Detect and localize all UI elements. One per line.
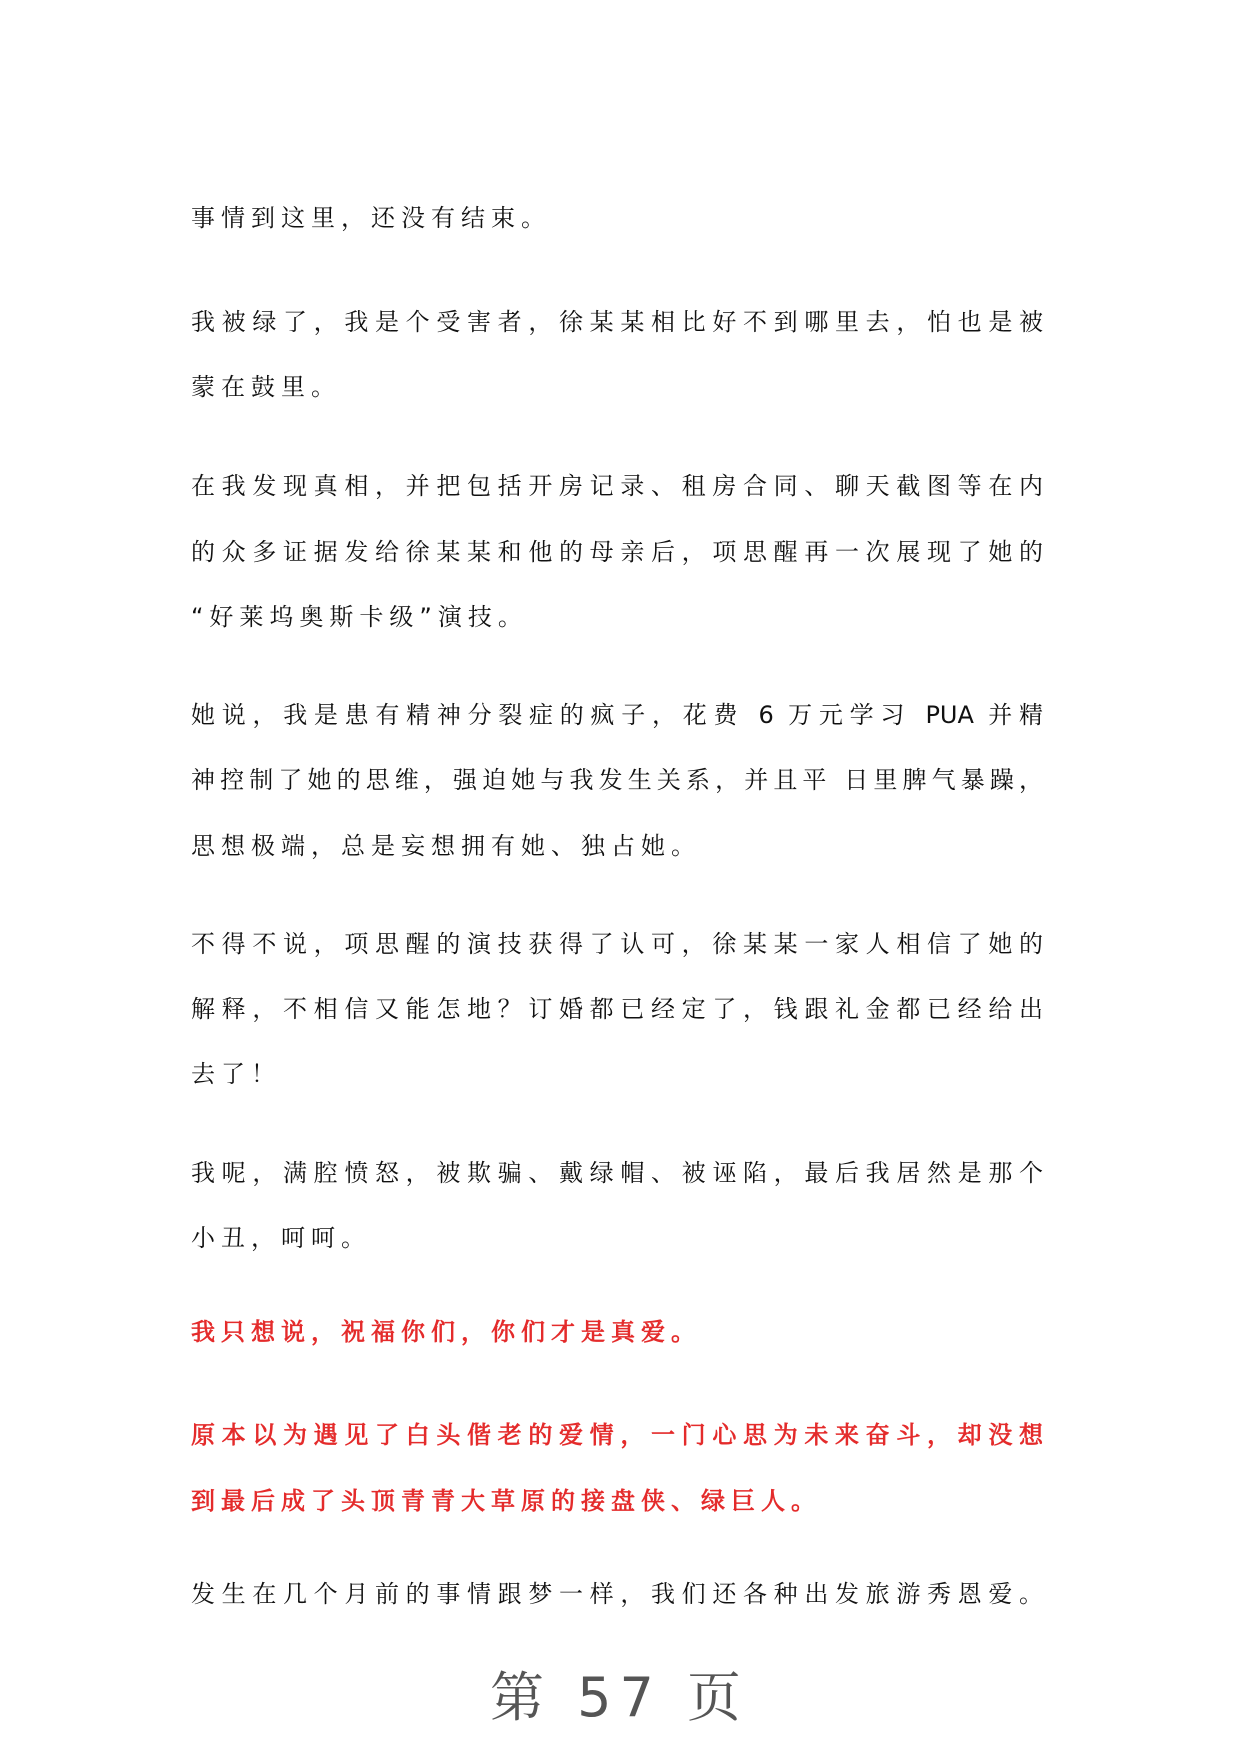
paragraph-line: 不得不说，项思醒的演技获得了认可，徐某某一家人相信了她的: [191, 930, 1043, 958]
highlighted-line: 我只想说，祝福你们，你们才是真爱。: [191, 1318, 701, 1346]
paragraph-line: 她说，我是患有精神分裂症的疯子，花费 6 万元学习 PUA 并精: [191, 701, 1043, 729]
paragraph-line: 思想极端，总是妄想拥有她、独占她。: [191, 832, 701, 860]
paragraph-line: 的众多证据发给徐某某和他的母亲后，项思醒再一次展现了她的: [191, 538, 1043, 566]
paragraph-line: “好莱坞奥斯卡级”演技。: [191, 603, 528, 631]
paragraph-line: 我呢，满腔愤怒，被欺骗、戴绿帽、被诬陷，最后我居然是那个: [191, 1159, 1043, 1187]
paragraph-line: 小丑，呵呵。: [191, 1224, 371, 1252]
page-number: 第 57 页: [489, 1666, 750, 1729]
highlighted-line: 原本以为遇见了白头偕老的爱情，一门心思为未来奋斗，却没想: [191, 1421, 1043, 1449]
paragraph-line: 解释，不相信又能怎地？订婚都已经定了，钱跟礼金都已经给出: [191, 995, 1043, 1023]
paragraph-line: 发生在几个月前的事情跟梦一样，我们还各种出发旅游秀恩爱。: [191, 1580, 1043, 1608]
paragraph-line: 事情到这里，还没有结束。: [191, 204, 551, 232]
paragraph-line: 在我发现真相，并把包括开房记录、租房合同、聊天截图等在内: [191, 472, 1043, 500]
paragraph-line: 我被绿了，我是个受害者，徐某某相比好不到哪里去，怕也是被: [191, 308, 1043, 336]
paragraph-line: 神控制了她的思维，强迫她与我发生关系，并且平 日里脾气暴躁，: [191, 766, 1043, 794]
paragraph-line: 去了！: [191, 1060, 281, 1088]
paragraph-line: 蒙在鼓里。: [191, 373, 341, 401]
highlighted-line: 到最后成了头顶青青大草原的接盘侠、绿巨人。: [191, 1487, 821, 1515]
